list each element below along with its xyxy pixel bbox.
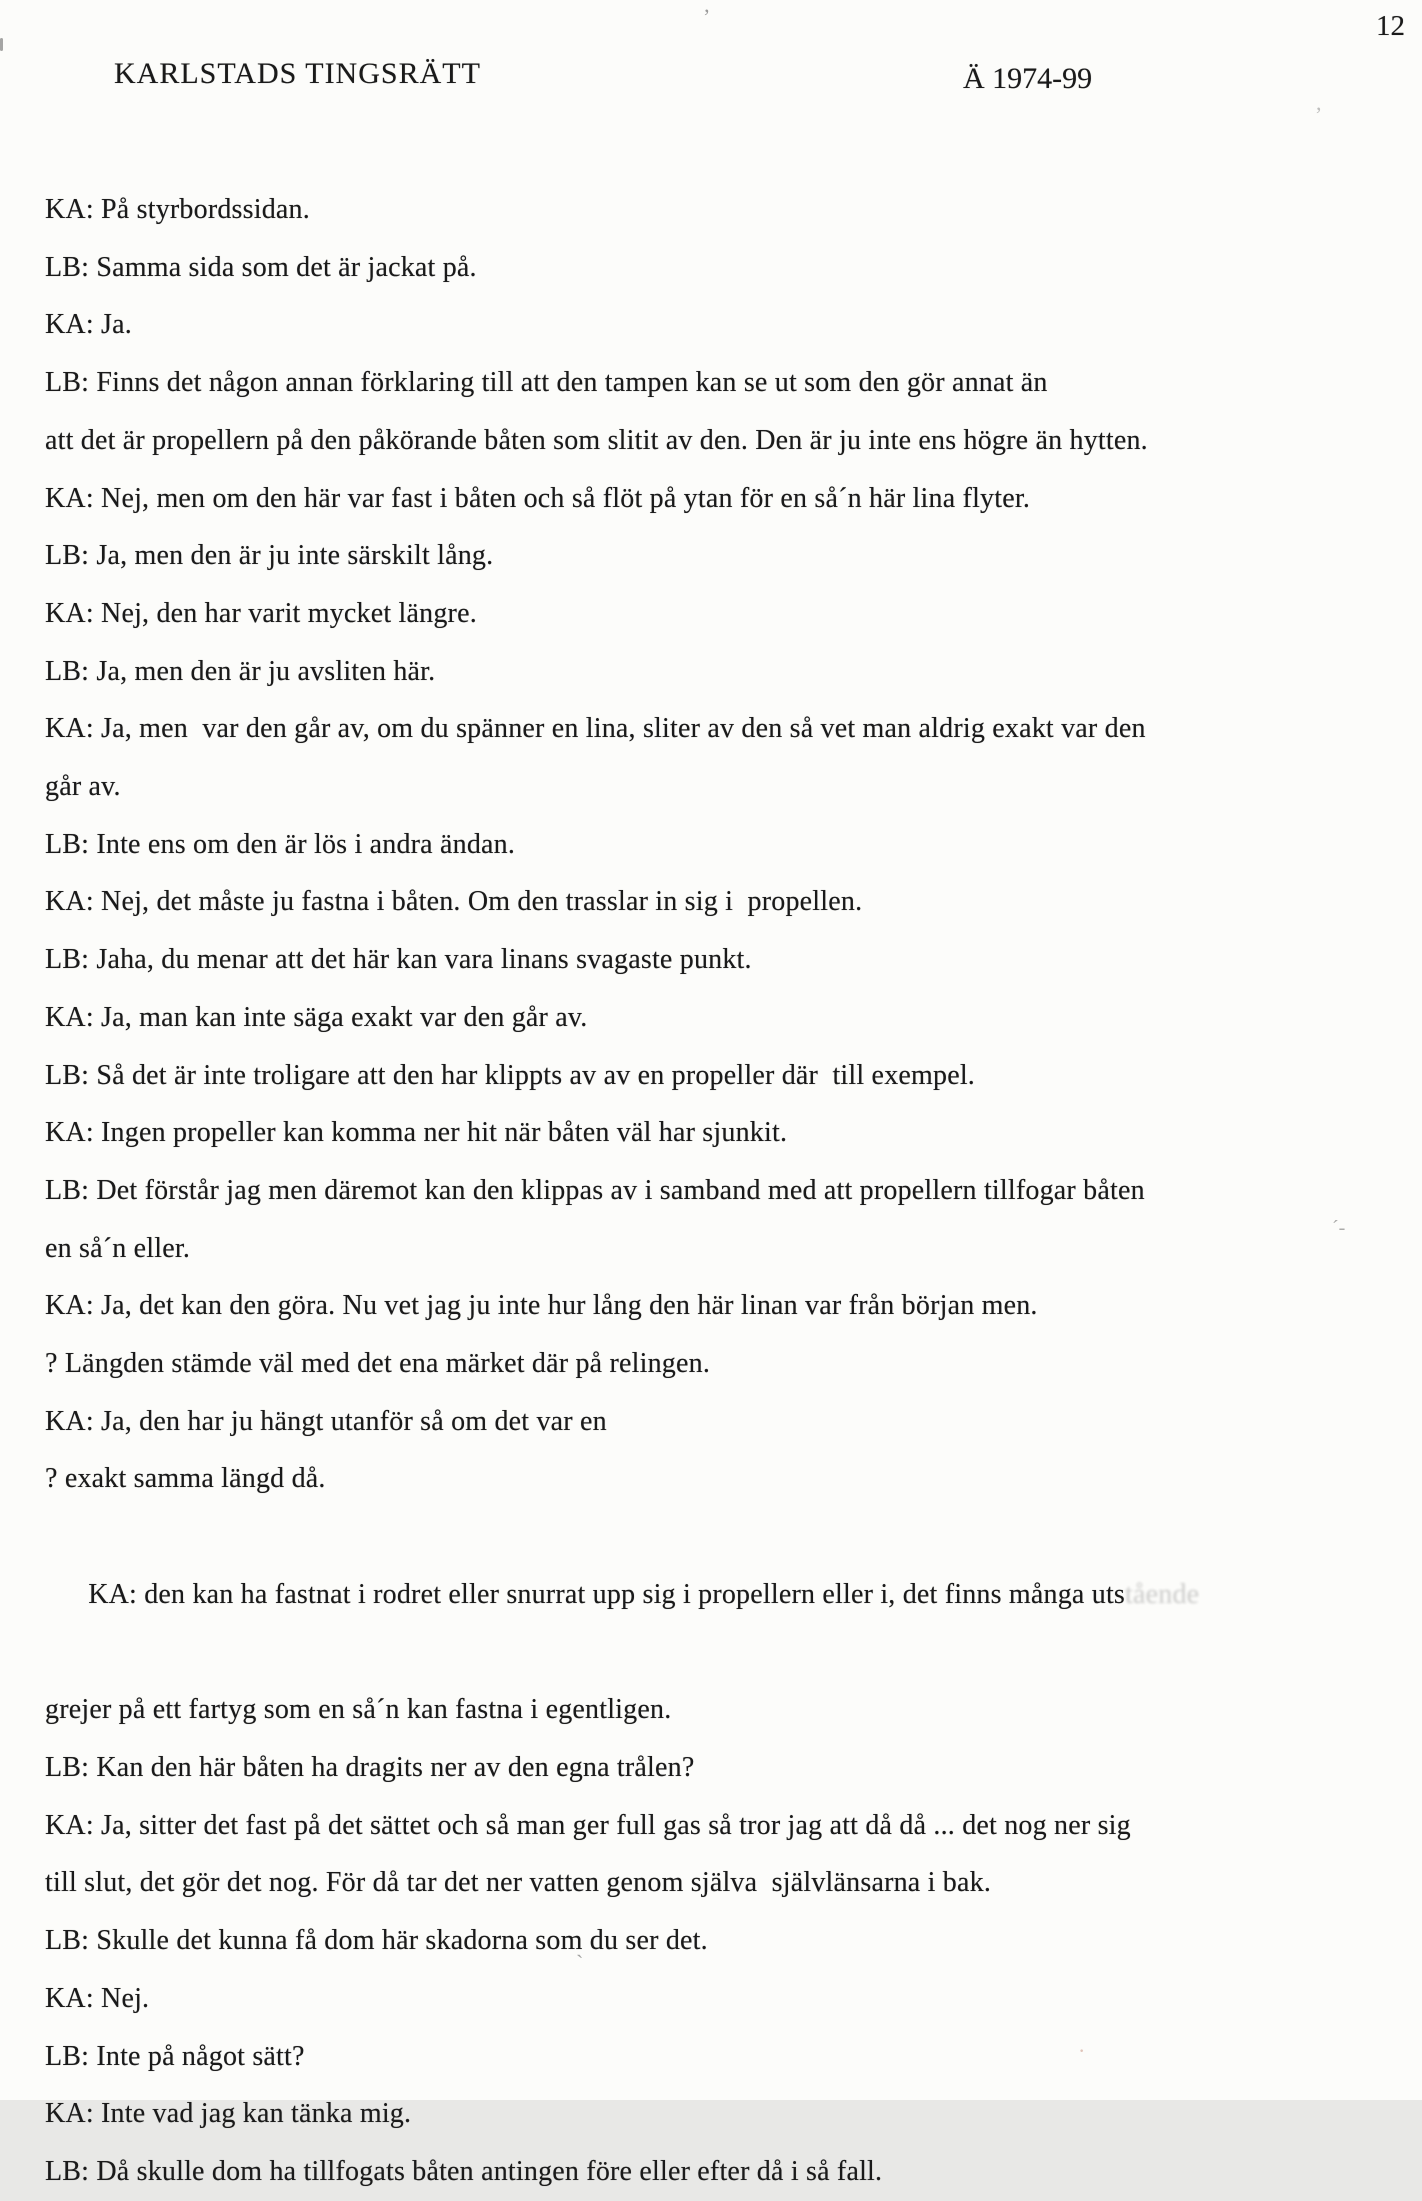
transcript-line: en så´n eller. bbox=[45, 1232, 191, 1264]
transcript-line: KA: Ja, men var den går av, om du spänner en lina, sliter av den så vet man aldrig exakt var den bbox=[45, 713, 1146, 745]
transcript-line: till slut, det gör det nog. För då tar det ner vatten genom själva självlänsarna i bak. bbox=[45, 1867, 992, 1899]
transcript-line: ? Längden stämde väl med det ena märket där på relingen. bbox=[45, 1348, 711, 1380]
transcript-line: LB: Kan den här båten ha dragits ner av den egna trålen? bbox=[45, 1751, 695, 1783]
transcript-line: LB: Ja, men den är ju avsliten här. bbox=[45, 655, 436, 687]
scan-speck: · bbox=[1078, 2038, 1086, 2063]
transcript-line: KA: Ja, sitter det fast på det sättet och så man ger full gas så tror jag att då då ... det nog ner sig bbox=[45, 1809, 1131, 1841]
transcript-line: KA: Nej, den har varit mycket längre. bbox=[45, 597, 477, 629]
transcript-line: LB: Inte på något sätt? bbox=[45, 2040, 305, 2072]
transcript-line: KA: Ingen propeller kan komma ner hit när båten väl har sjunkit. bbox=[45, 1117, 788, 1149]
case-number: Ä 1974-99 bbox=[963, 62, 1093, 95]
faded-scan-text: tående bbox=[1125, 1578, 1200, 1610]
transcript-line-text: KA: den kan ha fastnat i rodret eller snurrat upp sig i propellern eller i, det finns många uts bbox=[88, 1578, 1126, 1610]
scan-speck: , bbox=[1316, 90, 1322, 115]
transcript-line: ? exakt samma längd då. bbox=[45, 1463, 326, 1495]
transcript-line: LB: Så det är inte troligare att den har klippts av av en propeller där till exempel. bbox=[45, 1059, 976, 1091]
transcript-line: KA: Ja. bbox=[45, 309, 132, 341]
scan-speck: ` bbox=[576, 1950, 584, 1975]
transcript-line: LB: Ja, men den är ju inte särskilt lång. bbox=[45, 540, 494, 572]
transcript-body bbox=[45, 181, 1417, 2201]
transcript-line: går av. bbox=[45, 771, 121, 803]
transcript-line: LB: Inte ens om den är lös i andra ändan. bbox=[45, 828, 516, 860]
transcript-line: KA: På styrbordssidan. bbox=[45, 194, 310, 225]
transcript-line: LB: Då skulle dom ha tillfogats båten antingen före eller efter då i så fall. bbox=[45, 2155, 883, 2187]
scan-speck: ’ bbox=[703, 4, 711, 29]
transcript-line: grejer på ett fartyg som en så´n kan fastna i egentligen. bbox=[45, 1694, 672, 1726]
transcript-line: KA: Nej, det måste ju fastna i båten. Om den trasslar in sig i propellen. bbox=[45, 886, 863, 918]
transcript-line: LB: Samma sida som det är jackat på. bbox=[45, 251, 477, 283]
transcript-line: LB: Finns det någon annan förklaring till att den tampen kan se ut som den gör annat än bbox=[45, 367, 1048, 399]
transcript-line: KA: Ja, den har ju hängt utanför så om det var en bbox=[45, 1405, 607, 1437]
transcript-line: LB: Det förstår jag men däremot kan den klippas av i samband med att propellern tillfogar båten bbox=[45, 1174, 1145, 1206]
transcript-line bbox=[45, 1508, 1417, 1681]
scan-speck: ´- bbox=[1332, 1217, 1346, 1239]
court-name: KARLSTADS TINGSRÄTT bbox=[114, 57, 481, 90]
transcript-line: KA: Nej, men om den här var fast i båten och så flöt på ytan för en så´n här lina flyter. bbox=[45, 482, 1031, 514]
transcript-line: att det är propellern på den påkörande båten som slitit av den. Den är ju inte ens högre än hytten. bbox=[45, 424, 1148, 456]
transcript-line: KA: Nej. bbox=[45, 1982, 150, 2014]
transcript-line: LB: Skulle det kunna få dom här skadorna som du ser det. bbox=[45, 1925, 708, 1957]
page-number: 12 bbox=[1376, 10, 1405, 42]
scan-smudge bbox=[0, 38, 3, 51]
transcript-line: KA: Ja, det kan den göra. Nu vet jag ju inte hur lång den här linan var från början men. bbox=[45, 1290, 1038, 1322]
transcript-line: KA: Ja, man kan inte säga exakt var den går av. bbox=[45, 1001, 588, 1033]
transcript-line: LB: Jaha, du menar att det här kan vara linans svagaste punkt. bbox=[45, 944, 752, 976]
transcript-line: KA: Inte vad jag kan tänka mig. bbox=[45, 2098, 412, 2130]
